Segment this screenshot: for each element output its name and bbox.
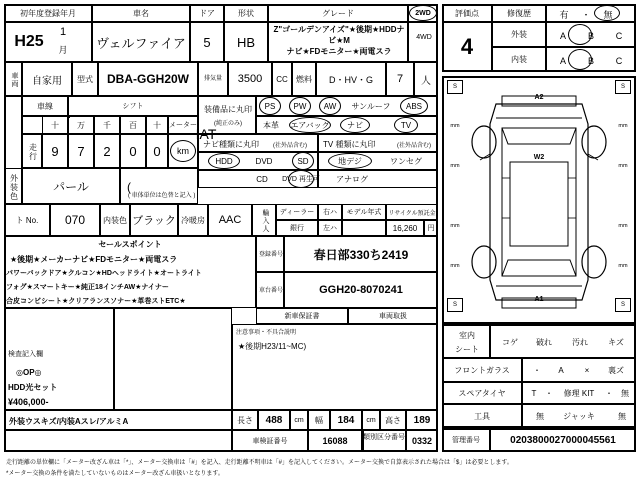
exterior-grade-a: A <box>559 30 566 41</box>
mileage-digit-3-cell <box>120 134 146 168</box>
mileage-digit-1: 7 <box>77 143 85 159</box>
spare-tire-label: スペアタイヤ <box>458 388 506 398</box>
hgt-value-cell <box>406 410 438 430</box>
tool-none: 無 <box>536 411 544 421</box>
inspect-opt-1: ◎OP◎ <box>16 367 42 377</box>
exterior-grade-c: C <box>615 30 623 41</box>
seats-unit: 人 <box>421 75 431 87</box>
inner-text: ブラック <box>132 215 176 227</box>
model-year-label-cell <box>342 204 386 220</box>
equip-abs: ABS <box>405 101 422 111</box>
eval-value: 4 <box>460 34 474 59</box>
spare-t: T <box>531 388 537 398</box>
side-right-cell <box>318 204 342 220</box>
model-year-value-cell <box>342 220 386 236</box>
memo-extra-block <box>114 308 232 410</box>
reg-date-header <box>4 4 92 22</box>
noc-text: 070 <box>64 213 86 227</box>
tool-label: 工具 <box>474 411 490 421</box>
nav-type-note: (社外品含む) <box>273 142 307 149</box>
interior-grade-b-circle <box>568 49 592 70</box>
equip-ps-circle <box>259 97 281 115</box>
manage-no-label-cell <box>442 428 490 452</box>
reg-no-label-cell <box>256 236 284 272</box>
footer-line-1: 走行距離の単位欄に「メーター改ざん車は「*」、メーター交換車は「#」を記入、走行距離不明車は「#」を記入してください。メーター交換で自算表示された場合は「$」は必要とします。 <box>6 459 513 466</box>
bottom-left-blank <box>4 430 232 452</box>
nav-dvd-play-circle <box>288 170 314 188</box>
wid-value-cell <box>330 410 362 430</box>
spare-kit: 修理 KIT <box>563 388 595 398</box>
color-text: パール <box>53 179 89 194</box>
car-top-view <box>466 84 612 320</box>
tool-jack: ジャッキ <box>563 411 595 421</box>
chassis-label: 車台番号 <box>259 288 284 294</box>
vehicle-label-cell <box>4 62 22 96</box>
insurance-cell <box>256 308 348 324</box>
tv-type-label: TV 種類に丸印 <box>323 139 376 149</box>
inspect-label: 車両取扱 <box>379 313 407 320</box>
owner-cell <box>22 62 72 96</box>
recycle-label-cell <box>386 204 438 220</box>
cc-label: CC <box>276 74 288 84</box>
color-paren: ( <box>127 180 131 194</box>
mileage-unit-text: km <box>177 146 189 156</box>
interior-label: 内装 <box>511 55 527 64</box>
fg-urazu: 裏ズ <box>608 365 624 375</box>
len-value: 488 <box>265 414 283 426</box>
manage-no-value-cell <box>490 428 636 452</box>
mm-label-2: mm <box>450 163 460 169</box>
hgt-label-cell <box>380 410 406 430</box>
spacer <box>68 116 70 118</box>
mm-label-4: mm <box>450 263 460 269</box>
equip-abs-circle <box>400 97 428 115</box>
interior-grade-c: C <box>615 55 623 66</box>
car-name-header-label: 車名 <box>133 8 149 18</box>
recycle-value-cell <box>386 220 424 236</box>
mm-label-6: mm <box>618 163 628 169</box>
exterior-label-cell <box>492 22 546 47</box>
tool-label-cell <box>442 404 522 428</box>
displacement-label: 排気量 <box>203 76 222 82</box>
spare-dot2: ・ <box>605 388 613 398</box>
color-note: ( 車体単位は色替と記入 ) <box>128 192 196 199</box>
door-header-label: ドア <box>199 8 215 18</box>
len-label-cell <box>232 410 258 430</box>
grade-line1: Z"ゴールデンアイズ"★後期★HDDナビ★M <box>273 25 405 45</box>
interior-grade-a: A <box>559 55 566 66</box>
diagram-tag-br-box <box>615 298 631 312</box>
vehicle-label: 車両 <box>11 72 18 88</box>
grade-header-label: グレード <box>322 8 354 18</box>
car-name-text: ヴェルファイア <box>96 35 186 51</box>
seats-unit-cell <box>414 62 438 96</box>
mm-label-3: mm <box>450 223 460 229</box>
shift-value: IAT <box>195 126 217 142</box>
recycle-unit: 円 <box>427 225 435 232</box>
reg-no-label: 登録番号 <box>259 252 284 258</box>
mileage-unit-2: 千 <box>103 120 111 130</box>
cool-label-cell <box>178 204 208 236</box>
grade-value <box>268 22 408 62</box>
mileage-unit-0: 十 <box>51 120 59 130</box>
equip-tv: TV <box>400 120 412 130</box>
drive-2wd-label: 2WD <box>415 9 431 17</box>
mileage-digit-0-cell <box>42 134 68 168</box>
reg-date-header-label: 初年度登録年月 <box>20 8 76 18</box>
shape-header-label: 形状 <box>238 8 254 18</box>
displacement-value-cell <box>228 62 272 96</box>
inspect-price: ¥406,000- <box>8 397 49 407</box>
equip-aw: AW <box>323 101 337 111</box>
inspect-no-value: 16088 <box>322 436 348 446</box>
spare-dot: ・ <box>545 388 553 398</box>
side-left-cell <box>318 220 342 236</box>
cool-label: 冷暖房 <box>181 215 205 225</box>
bank-label: 銀行 <box>290 225 304 232</box>
exterior-grade-b: B <box>587 30 594 41</box>
repair-yes: 有 <box>559 9 569 20</box>
exterior-label: 外装 <box>511 30 527 39</box>
color-label: 外装色 <box>9 173 19 201</box>
mileage-digit-3: 0 <box>129 143 137 159</box>
mileage-unit-man <box>68 116 94 134</box>
grade-line2: ナビ★FDモニター★両電スラ <box>286 46 392 56</box>
noc-value-cell <box>50 204 100 236</box>
mm-label-1: mm <box>450 123 460 129</box>
equip-label-cell <box>198 96 256 134</box>
mileage-unit-sen <box>94 116 120 134</box>
nav-sd-circle <box>292 152 314 170</box>
sales-line-2: パワーバックドア★クルコン★HDヘッドライト★オートライト <box>6 270 202 277</box>
cond-kizu: キズ <box>608 337 624 347</box>
chassis-text: GGH20-8070241 <box>319 284 403 296</box>
equip-navi: ナビ <box>347 120 363 130</box>
reg-month-unit: 月 <box>58 44 68 55</box>
tool-values-cell <box>522 404 636 428</box>
cool-value-cell <box>208 204 252 236</box>
front-glass-label: フロントガラス <box>454 365 510 375</box>
shift-label-cell <box>68 96 198 116</box>
equip-aw-circle <box>319 97 341 115</box>
mileage-digit-0: 9 <box>51 143 59 159</box>
wid-unit-cell <box>362 410 380 430</box>
equip-ps: PS <box>264 101 276 111</box>
seat-label: シート <box>455 344 479 354</box>
equip-navi-circle <box>340 117 370 133</box>
noc-label: ト No. <box>15 215 39 225</box>
remarks-text: 外装ウスキズ/内装Aスレ/アルミA <box>9 416 129 426</box>
mileage-digit-2: 2 <box>103 143 111 159</box>
repair-no-circle <box>594 5 620 21</box>
hgt-value: 189 <box>413 414 431 426</box>
fg-a: A <box>558 365 564 375</box>
inspect-no-value-cell <box>308 430 362 452</box>
reg-month: 1 <box>59 26 67 38</box>
diagram-tag-tr: S <box>620 84 625 90</box>
diagram-tag-bl-box <box>447 298 463 312</box>
model-label: 型式 <box>77 74 93 84</box>
chassis-value-cell <box>284 272 438 308</box>
len-label: 長さ <box>237 415 253 425</box>
nav-dvd: DVD <box>255 156 273 166</box>
sales-line-4: 合皮コンビシート★クリアランスソナー★革巻ストETC★ <box>6 298 186 305</box>
shape-header <box>224 4 268 22</box>
insurance-label: 新車保証書 <box>284 313 320 320</box>
grade-header <box>268 4 408 22</box>
diagram-tag-tl-box <box>447 80 463 94</box>
fuel-label-cell <box>292 62 316 96</box>
front-glass-values-cell <box>522 358 636 382</box>
mileage-unit-3: 百 <box>129 120 137 130</box>
equip-leather: 本革 <box>263 120 279 130</box>
repair-no: 無 <box>603 9 613 20</box>
interior-grade-b: B <box>587 55 594 66</box>
cond-koge: コゲ <box>502 337 518 347</box>
diagram-label-a1: A1 <box>534 295 544 303</box>
chassis-label-cell <box>256 272 284 308</box>
side-right-label: 右ハ <box>323 209 337 216</box>
mileage-unit-4: 十 <box>153 120 161 130</box>
tv-digital: 地デジ <box>338 156 362 166</box>
inspect-no-label: 車検証番号 <box>252 438 288 445</box>
eval-label: 評価点 <box>455 8 479 18</box>
shape-text: HB <box>236 34 256 50</box>
dealer-cell <box>276 204 318 220</box>
mileage-digit-4: 0 <box>153 143 161 159</box>
diagram-tag-br: S <box>620 302 625 308</box>
drive-4wd-cell <box>408 22 438 62</box>
owner-text: 自家用 <box>32 75 62 87</box>
fg-dot: ・ <box>533 365 541 375</box>
mm-label-7: mm <box>618 223 628 229</box>
notes-block <box>232 324 438 410</box>
diagram-tag-tr-box <box>615 80 631 94</box>
fuel-label: 燃料 <box>296 74 312 84</box>
manage-no-value: 0203800027000045561 <box>510 434 616 446</box>
footer-line-2: *メーター交換の条件を満たしていないものはメーター改ざん車扱いとなります。 <box>6 470 224 477</box>
front-glass-label-cell <box>442 358 522 382</box>
wid-value: 184 <box>337 414 355 426</box>
mm-label-5: mm <box>618 123 628 129</box>
len-unit: cm <box>294 416 304 424</box>
drive-4wd-label: 4WD <box>416 33 432 41</box>
room-seat-values-cell <box>490 324 636 358</box>
nav-hdd: HDD <box>215 156 233 166</box>
car-name-value <box>92 22 190 62</box>
reg-no-text: 春日部330ち2419 <box>313 247 409 262</box>
equip-tv-circle <box>394 117 418 133</box>
bank-cell <box>276 220 318 236</box>
cond-yabure: 破れ <box>536 337 552 347</box>
color-value-cell <box>22 168 120 204</box>
room-label: 室内 <box>459 330 475 340</box>
class-label: 類別区分番号 <box>363 434 405 441</box>
class-no-cell <box>406 430 438 452</box>
nav-hdd-circle <box>208 153 240 169</box>
mileage-digit-2-cell <box>94 134 120 168</box>
eval-label-cell <box>442 4 492 22</box>
mileage-unit-hyaku <box>120 116 146 134</box>
eval-value-cell <box>442 22 492 72</box>
equip-sunroof: サンルーフ <box>351 101 391 111</box>
sales-point-title: セールスポイント <box>98 239 162 249</box>
mm-label-8: mm <box>618 263 628 269</box>
mileage-unit-10man <box>42 116 68 134</box>
len-unit-cell <box>290 410 308 430</box>
model-year-label: モデル年式 <box>346 209 382 216</box>
repair-label-cell <box>492 4 546 22</box>
tv-type-header <box>318 134 438 152</box>
drive-2wd-circle <box>409 5 437 21</box>
sales-line-1: ★後期★メーカーナビ★FDモニター★両電スラ <box>10 254 178 264</box>
mileage-label: 走行 <box>28 143 38 161</box>
equip-airbag: エアバッグ <box>290 120 330 130</box>
inner-label-cell <box>100 204 130 236</box>
recycle-value: 16,260 <box>392 223 418 233</box>
tv-oneseg: ワンセグ <box>390 156 422 166</box>
hgt-label: 高さ <box>385 415 401 425</box>
hand-label: 輪入人 <box>262 209 269 233</box>
nav-sd: SD <box>297 156 309 166</box>
room-seat-label-cell <box>442 324 490 358</box>
door-text: 5 <box>203 34 211 50</box>
repair-label: 修復歴 <box>507 8 531 18</box>
inner-value-cell <box>130 204 178 236</box>
tv-analog: アナログ <box>336 174 368 184</box>
model-text: DBA-GGH20W <box>106 72 189 86</box>
diagram-label-a2: A2 <box>534 93 544 101</box>
manage-no-label: 管理番号 <box>452 437 480 444</box>
sales-line-3: フォグ★スマートキー★純正18インチAW★ナイナー <box>6 284 169 291</box>
class-no-value: 0332 <box>411 436 433 446</box>
seats-value-cell <box>386 62 414 96</box>
color-label-cell <box>4 168 22 204</box>
inspect-no-label-top <box>232 430 308 441</box>
mileage-unit-1: 万 <box>77 120 85 130</box>
equip-pw-circle <box>289 97 311 115</box>
inspect-memo-title: 検査記入欄 <box>8 351 43 358</box>
recycle-label: リサイクル預託金 <box>388 210 436 217</box>
cool-text: AAC <box>218 214 242 226</box>
seats-text: 7 <box>396 73 404 85</box>
wid-unit: cm <box>366 416 376 424</box>
spare-tire-values-cell <box>522 382 636 404</box>
equip-label: 装備品に丸印 <box>204 104 252 114</box>
hand-label-cell <box>252 204 276 236</box>
equip-sublabel: (純正のみ) <box>214 120 242 127</box>
side-left-label: 左ハ <box>323 225 337 232</box>
inspect-opt-2: HDD光セット <box>8 382 58 392</box>
diagram-tag-bl: S <box>452 302 457 308</box>
class-label-cell <box>362 430 406 452</box>
diagram-tag-tl: S <box>452 84 457 90</box>
tv-digital-circle <box>328 153 372 169</box>
door-value <box>190 22 224 62</box>
nav-type-label: ナビ種類に丸印 <box>203 139 259 149</box>
displacement-text: 3500 <box>237 73 263 85</box>
spare-tire-label-cell <box>442 382 522 404</box>
exterior-grade-b-circle <box>568 24 592 45</box>
wid-label: 幅 <box>315 415 323 425</box>
fg-x: × <box>584 365 590 375</box>
reg-year: H25 <box>14 33 44 50</box>
cc-cell <box>272 62 292 96</box>
notes-text: ★後期H23/11~MC) <box>238 341 307 351</box>
len-value-cell <box>258 410 290 430</box>
tool-jack-none: 無 <box>618 411 626 421</box>
repair-dot: ・ <box>581 9 591 20</box>
remarks-cell <box>4 410 232 430</box>
taisen-label-cell <box>22 96 68 116</box>
cond-yogore: 汚れ <box>572 337 588 347</box>
mileage-digit-1-cell <box>68 134 94 168</box>
equip-airbag-circle <box>289 117 331 133</box>
mileage-label-cell <box>22 134 42 168</box>
shift-label: シフト <box>122 103 144 110</box>
inner-label: 内装色 <box>103 215 127 225</box>
taisen-label: 車線 <box>37 101 53 111</box>
recycle-unit-cell <box>424 220 438 236</box>
inspect-cell <box>348 308 438 324</box>
mileage-digit-4-cell <box>146 134 168 168</box>
fuel-value-cell <box>316 62 386 96</box>
equip-pw: PW <box>293 101 307 111</box>
reg-no-value-cell <box>284 236 438 272</box>
nav-cd: CD <box>256 174 268 184</box>
door-header <box>190 4 224 22</box>
mileage-unit-ju <box>146 116 168 134</box>
nav-type-header <box>198 134 318 152</box>
notes-label: 注意事項・不具合説明 <box>236 329 297 336</box>
diagram-label-w2: W2 <box>533 153 545 161</box>
displacement-label-cell <box>198 62 228 96</box>
noc-label-cell <box>4 204 50 236</box>
spare-none: 無 <box>621 388 629 398</box>
repair-value-cell <box>546 4 636 22</box>
shape-value <box>224 22 268 62</box>
dealer-label: ディーラー <box>279 209 315 216</box>
car-name-header <box>92 4 190 22</box>
model-label-cell <box>72 62 98 96</box>
mileage-unit-5: メーター <box>169 122 197 129</box>
nav-dvd-play: DVD 再生可 <box>282 176 320 183</box>
tv-type-note: (社外品含む) <box>397 142 431 149</box>
wid-label-cell <box>308 410 330 430</box>
fuel-text: D・HV・G <box>328 74 373 85</box>
interior-label-cell <box>492 47 546 72</box>
model-value-cell <box>98 62 198 96</box>
